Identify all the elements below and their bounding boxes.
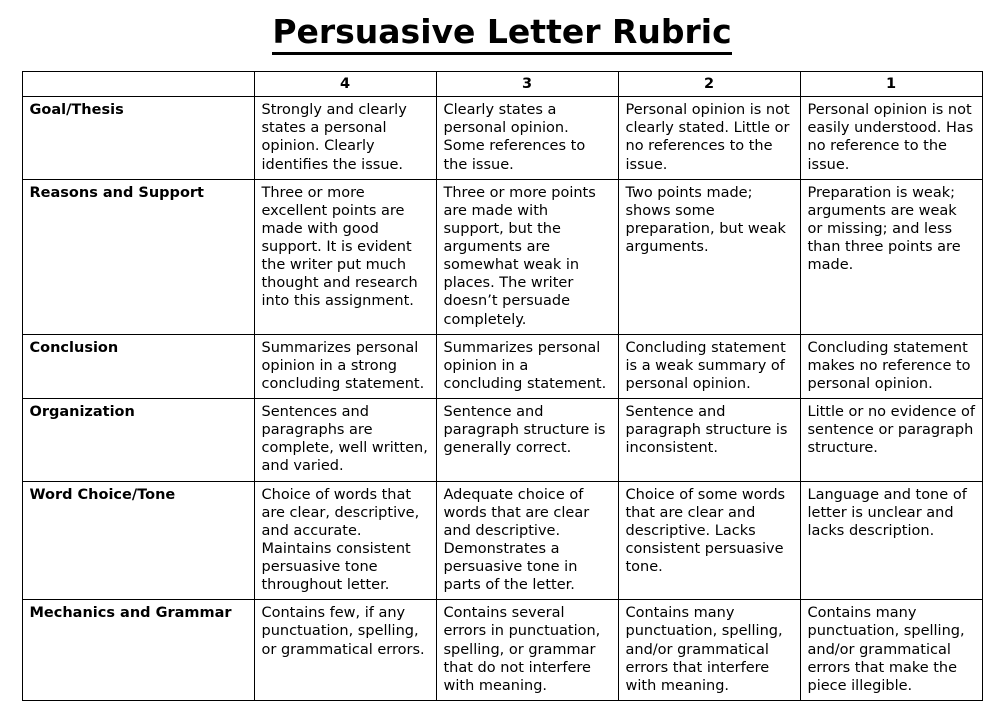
criterion-label: Organization [22, 399, 254, 482]
criterion-label: Goal/Thesis [22, 97, 254, 180]
criterion-label: Reasons and Support [22, 179, 254, 334]
descriptor-cell: Two points made; shows some preparation, but weak arguments. [618, 179, 800, 334]
header-score-1: 1 [800, 72, 982, 97]
descriptor-cell: Summarizes personal opinion in a strong concluding statement. [254, 334, 436, 398]
descriptor-cell: Personal opinion is not easily understood. Has no reference to the issue. [800, 97, 982, 180]
descriptor-cell: Strongly and clearly states a personal opinion. Clearly identifies the issue. [254, 97, 436, 180]
descriptor-cell: Clearly states a personal opinion. Some references to the issue. [436, 97, 618, 180]
descriptor-cell: Contains many punctuation, spelling, and/or grammatical errors that interfere with meaning. [618, 600, 800, 701]
descriptor-cell: Personal opinion is not clearly stated. Little or no references to the issue. [618, 97, 800, 180]
table-row [22, 179, 982, 334]
table-header-row [22, 72, 982, 97]
descriptor-cell: Adequate choice of words that are clear and descriptive. Demonstrates a persuasive tone in parts of the letter. [436, 481, 618, 600]
descriptor-cell: Summarizes personal opinion in a concluding statement. [436, 334, 618, 398]
descriptor-cell: Contains several errors in punctuation, spelling, or grammar that do not interfere with meaning. [436, 600, 618, 701]
table-row [22, 399, 982, 482]
descriptor-cell: Sentence and paragraph structure is inconsistent. [618, 399, 800, 482]
rubric-table [22, 71, 983, 701]
descriptor-cell: Concluding statement makes no reference to personal opinion. [800, 334, 982, 398]
descriptor-cell: Sentences and paragraphs are complete, well written, and varied. [254, 399, 436, 482]
descriptor-cell: Three or more points are made with support, but the arguments are somewhat weak in places. The writer doesn’t persuade completely. [436, 179, 618, 334]
table-row [22, 600, 982, 701]
descriptor-cell: Choice of words that are clear, descriptive, and accurate. Maintains consistent persuasive tone throughout letter. [254, 481, 436, 600]
table-row [22, 334, 982, 398]
descriptor-cell: Contains many punctuation, spelling, and/or grammatical errors that make the piece illegible. [800, 600, 982, 701]
descriptor-cell: Language and tone of letter is unclear and lacks description. [800, 481, 982, 600]
page-title [0, 12, 1004, 55]
descriptor-cell: Choice of some words that are clear and descriptive. Lacks consistent persuasive tone. [618, 481, 800, 600]
document-page [0, 12, 1004, 727]
criterion-label: Mechanics and Grammar [22, 600, 254, 701]
descriptor-cell: Contains few, if any punctuation, spelling, or grammatical errors. [254, 600, 436, 701]
header-score-3: 3 [436, 72, 618, 97]
descriptor-cell: Three or more excellent points are made with good support. It is evident the writer put much thought and research into this assignment. [254, 179, 436, 334]
descriptor-cell: Preparation is weak; arguments are weak or missing; and less than three points are made. [800, 179, 982, 334]
header-corner-cell [22, 72, 254, 97]
table-row [22, 481, 982, 600]
rubric-table-header [22, 72, 982, 97]
criterion-label: Word Choice/Tone [22, 481, 254, 600]
header-score-2: 2 [618, 72, 800, 97]
descriptor-cell: Concluding statement is a weak summary of personal opinion. [618, 334, 800, 398]
table-row [22, 97, 982, 180]
descriptor-cell: Sentence and paragraph structure is generally correct. [436, 399, 618, 482]
criterion-label: Conclusion [22, 334, 254, 398]
page-title-text: Persuasive Letter Rubric [272, 12, 731, 55]
rubric-table-body [22, 97, 982, 701]
header-score-4: 4 [254, 72, 436, 97]
descriptor-cell: Little or no evidence of sentence or paragraph structure. [800, 399, 982, 482]
